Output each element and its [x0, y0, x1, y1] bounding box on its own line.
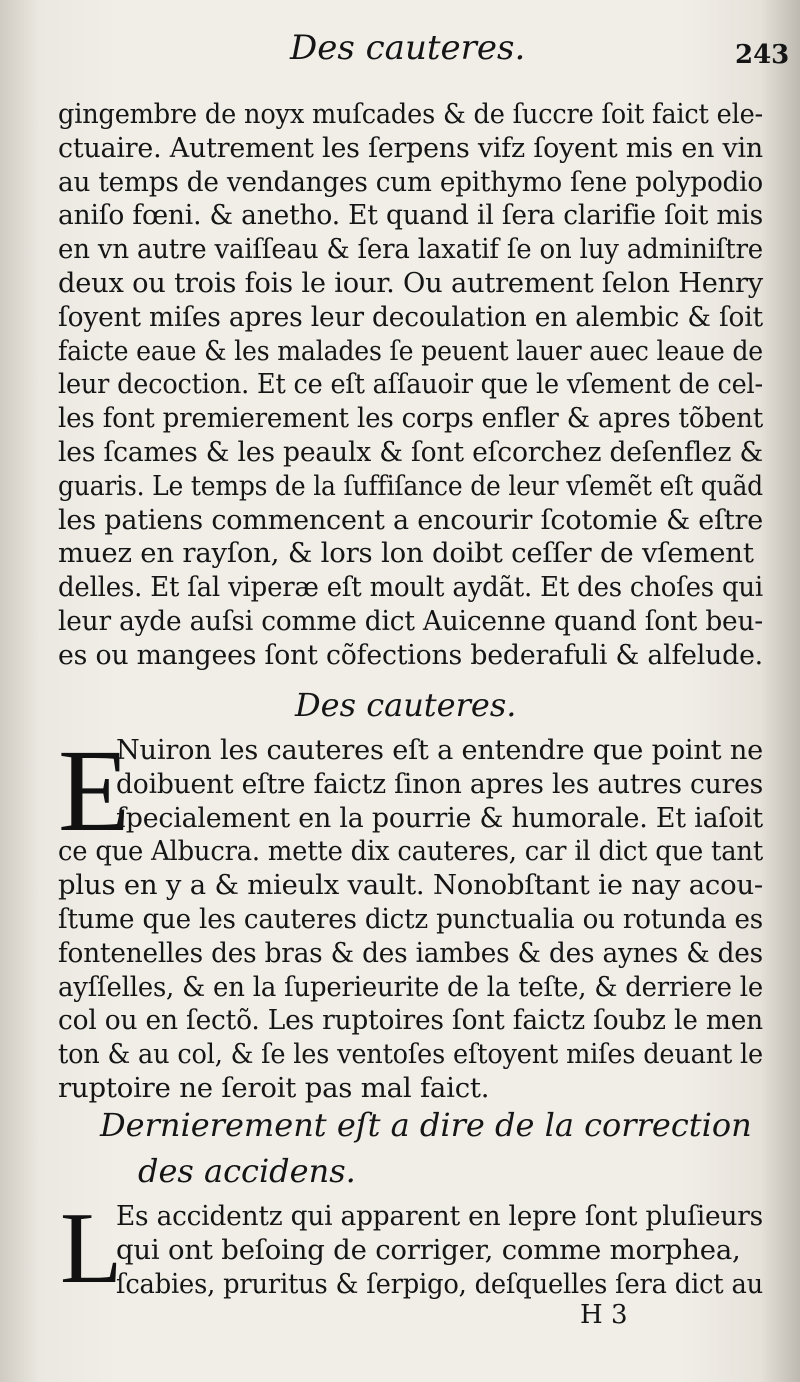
page-number: 243 [735, 40, 790, 70]
text-line: ton & au col, & ſe les ventoſes eſtoyent miſes deuant le [58, 1038, 763, 1071]
text-line: ruptoire ne ſeroit pas mal faict. [58, 1071, 490, 1104]
section-heading-accidens-line2: des accidens. [138, 1152, 356, 1190]
text-line: Es accidentz qui apparent en lepre ſont pluſieurs [116, 1200, 763, 1232]
text-line: leur decoction. Et ce eſt aſſauoir que le vſement de cel- [58, 368, 763, 401]
text-line: en vn autre vaiſſeau & ſera laxatif ſe on luy adminiſtre [58, 233, 763, 266]
page-header [0, 28, 800, 74]
text-line: ctuaire. Autrement les ſerpens vifz ſoyent mis en vin [58, 131, 763, 164]
text-line: ſpecialement en la pourrie & humorale. Et iaſoit [116, 801, 763, 834]
section-1-text [58, 725, 763, 1106]
text-line: fontenelles des bras & des iambes & des aynes & des [58, 936, 763, 969]
text-line: deux ou trois fois le iour. Ou autrement ſelon Henry [58, 266, 763, 299]
section-2-text [58, 1192, 763, 1305]
drop-cap-e: E [58, 725, 131, 856]
text-line: es ou mangees ſont cõfections bederafuli & alfelude. [58, 638, 763, 671]
text-line: plus en y a & mieulx vault. Nonobſtant ie nay acou- [58, 869, 763, 902]
paragraph-1 [58, 98, 763, 673]
text-line: leur ayde auſsi comme dict Auicenne quand ſont beu- [58, 604, 763, 637]
text-line: delles. Et ſal viperæ eſt moult aydãt. Et des choſes qui [58, 571, 763, 604]
text-line: gingembre de noyx muſcades & de ſuccre ſoit faict ele- [58, 98, 763, 130]
text-line: ſcabies, pruritus & ſerpigo, deſquelles ſera dict au [116, 1267, 763, 1300]
text-line: les ſcames & les peaulx & ſont eſcorchez deſenflez & [58, 435, 763, 468]
page-footer [0, 1300, 800, 1340]
text-line: au temps de vendanges cum epithymo ſene polypodio [58, 165, 763, 198]
text-line: faicte eaue & les malades ſe peuent lauer auec leaue de [58, 334, 763, 367]
text-line: doibuent eſtre faictz ſinon apres les autres cures [116, 767, 763, 800]
drop-cap-l: L [60, 1192, 123, 1305]
text-line: les patiens commencent a encourir ſcotomie & eſtre [58, 503, 763, 536]
text-line: ce que Albucra. mette dix cauteres, car il dict que tant [58, 835, 763, 868]
text-line: qui ont beſoing de corriger, comme morphea, [116, 1233, 741, 1266]
text-line: ayſſelles, & en la ſuperieurite de la teſte, & derriere le [58, 970, 763, 1003]
text-line: ſoyent miſes apres leur decoulation en alembic & ſoit [58, 300, 763, 333]
text-line: muez en rayſon, & lors lon doibt ceſſer de vſement [58, 537, 754, 570]
text-line: les font premierement les corps enfler & apres tõbent [58, 402, 763, 435]
running-head: Des cauteres. [290, 28, 526, 68]
text-line: Nuiron les cauteres eſt a entendre que point ne [116, 734, 763, 766]
text-line: guaris. Le temps de la ſuffiſance de leur vſemẽt eſt quãd [58, 469, 763, 502]
section-heading-accidens-line1: Dernierement eſt a dire de la correction [100, 1106, 752, 1144]
text-line: col ou en ſectõ. Les ruptoires ſont faictz ſoubz le men [58, 1004, 763, 1037]
text-line: aniſo fœni. & anetho. Et quand il ſera clarifie ſoit mis [58, 199, 763, 232]
signature-mark: H 3 [580, 1300, 628, 1330]
section-heading-cauteres: Des cauteres. [295, 686, 517, 724]
text-line: ſtume que les cauteres dictz punctualia ou rotunda es [58, 902, 763, 935]
